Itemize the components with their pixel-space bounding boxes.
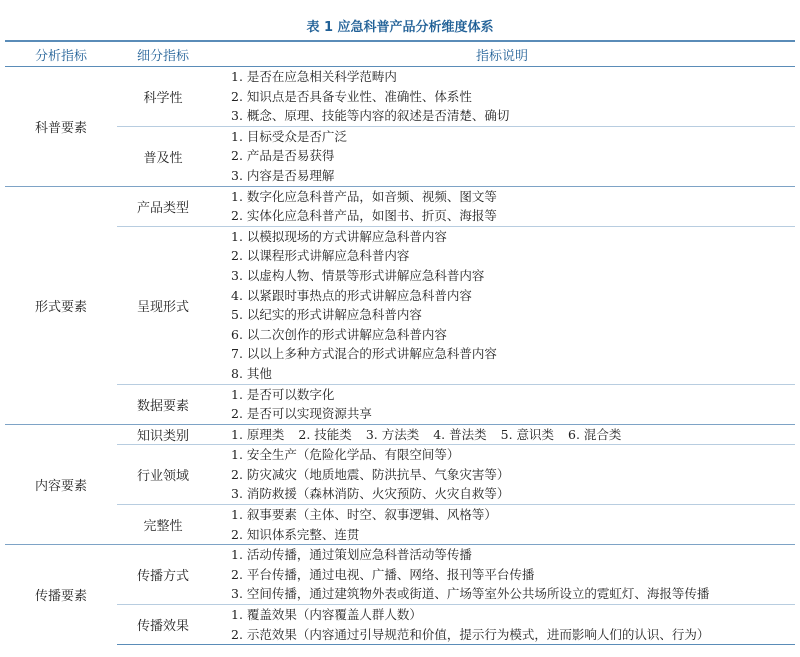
- table-row: [5, 605, 795, 645]
- description-line: 2. 是否可以实现资源共享: [231, 406, 372, 422]
- description-line: 2. 知识点是否具备专业性、准确性、体系性: [231, 88, 472, 104]
- subcategory-cell: 传播效果: [117, 605, 209, 645]
- description-line: 4. 以紧跟时事热点的形式讲解应急科普内容: [231, 287, 472, 303]
- subcategory-cell: 知识类别: [117, 424, 209, 445]
- index-table: [5, 40, 795, 645]
- subcategory-cell: 呈现形式: [117, 226, 209, 384]
- knowledge-type: 5. 意识类: [500, 426, 555, 442]
- knowledge-type: 4. 普法类: [433, 426, 487, 442]
- category-cell: 传播要素: [5, 545, 117, 645]
- table-row: [5, 186, 795, 226]
- description-cell: [209, 545, 795, 605]
- category-cell: 科普要素: [5, 67, 117, 187]
- description-cell: [209, 445, 795, 505]
- knowledge-type: 3. 方法类: [365, 426, 420, 442]
- table-title: 表 1 应急科普产品分析维度体系: [306, 20, 494, 35]
- table-row: [5, 424, 795, 445]
- description-line: 3. 内容是否易理解: [231, 167, 335, 183]
- description-line: 8. 其他: [231, 365, 272, 381]
- description-line: 1. 数字化应急科普产品，如音频、视频、图文等: [231, 188, 497, 204]
- knowledge-type: 6. 混合类: [568, 426, 622, 442]
- description-cell: [209, 605, 795, 645]
- subcategory-cell: 传播方式: [117, 545, 209, 605]
- description-line: 3. 空间传播，通过建筑物外表或街道、广场等室外公共场所设立的霓虹灯、海报等传播: [231, 586, 710, 602]
- knowledge-type: 1. 原理类: [231, 426, 285, 442]
- table-row: [5, 67, 795, 127]
- table-row: [5, 445, 795, 505]
- table-header-row: [5, 41, 795, 67]
- description-cell: [209, 67, 795, 127]
- knowledge-type: 2. 技能类: [298, 426, 352, 442]
- description-cell: [209, 126, 795, 186]
- description-line: 2. 平台传播，通过电视、广播、网络、报刊等平台传播: [231, 566, 535, 582]
- header-analysis-index: 分析指标: [5, 41, 117, 67]
- description-line: 1. 覆盖效果（内容覆盖人群人数）: [231, 607, 422, 623]
- subcategory-cell: 科学性: [117, 67, 209, 127]
- category-cell: 形式要素: [5, 186, 117, 424]
- header-sub-index: 细分指标: [117, 41, 209, 67]
- description-line: 2. 产品是否易获得: [231, 148, 335, 164]
- description-line: 3. 概念、原理、技能等内容的叙述是否清楚、确切: [231, 108, 510, 124]
- description-line: 6. 以二次创作的形式讲解应急科普内容: [231, 326, 447, 342]
- table-row: [5, 384, 795, 424]
- description-line: 2. 示范效果（内容通过引导规范和价值，提示行为模式，进而影响人们的认识、行为）: [231, 626, 710, 642]
- subcategory-cell: 行业领域: [117, 445, 209, 505]
- description-line: 1. 活动传播，通过策划应急科普活动等传播: [231, 547, 472, 563]
- description-line: 2. 防灾减灾（地质地震、防洪抗旱、气象灾害等）: [231, 466, 510, 482]
- description-line: 1. 以模拟现场的方式讲解应急科普内容: [231, 228, 447, 244]
- description-line: 1. 目标受众是否广泛: [231, 128, 347, 144]
- description-line: 1. 是否可以数字化: [231, 386, 335, 402]
- description-line: [231, 425, 795, 445]
- category-cell: 内容要素: [5, 424, 117, 545]
- description-line: 1. 安全生产（危险化学品、有限空间等）: [231, 447, 460, 463]
- description-line: 1. 叙事要素（主体、时空、叙事逻辑、风格等）: [231, 507, 497, 523]
- description-cell: [209, 226, 795, 384]
- description-line: 2. 实体化应急科普产品，如图书、折页、海报等: [231, 208, 497, 224]
- description-line: 1. 是否在应急相关科学范畴内: [231, 69, 397, 84]
- table-row: [5, 126, 795, 186]
- table-row: [5, 505, 795, 545]
- subcategory-cell: 产品类型: [117, 186, 209, 226]
- table-row: [5, 226, 795, 384]
- header-description: 指标说明: [209, 41, 795, 67]
- table-row: [5, 545, 795, 605]
- description-line: 5. 以纪实的形式讲解应急科普内容: [231, 307, 422, 323]
- subcategory-cell: 数据要素: [117, 384, 209, 424]
- description-cell: [209, 186, 795, 226]
- subcategory-cell: 普及性: [117, 126, 209, 186]
- description-cell: [209, 505, 795, 545]
- description-line: 7. 以以上多种方式混合的形式讲解应急科普内容: [231, 346, 497, 362]
- description-cell: [209, 384, 795, 424]
- subcategory-cell: 完整性: [117, 505, 209, 545]
- description-line: 3. 以虚构人物、情景等形式讲解应急科普内容: [231, 267, 485, 283]
- description-line: 3. 消防救援（森林消防、火灾预防、火灾自救等）: [231, 486, 510, 502]
- description-line: 2. 知识体系完整、连贯: [231, 526, 360, 542]
- description-line: 2. 以课程形式讲解应急科普内容: [231, 248, 410, 264]
- description-cell: [209, 424, 795, 445]
